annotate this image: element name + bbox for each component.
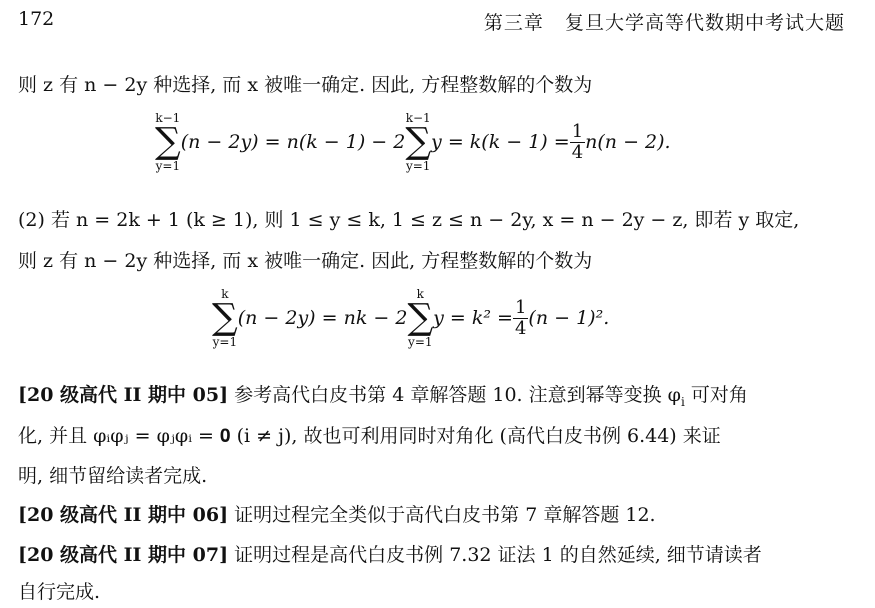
equation-part: (n − 1)². bbox=[528, 307, 610, 329]
text-line-3: 则 z 有 n − 2y 种选择, 而 x 被唯一确定. 因此, 方程整数解的个数为 bbox=[18, 250, 593, 272]
problem-05-line-3: 明, 细节留给读者完成. bbox=[18, 465, 208, 487]
fraction-numerator: 1 bbox=[514, 296, 527, 318]
problem-05-text-end: 可对角 bbox=[684, 384, 748, 406]
summation-symbol: k−1 ∑ y=1 bbox=[155, 111, 181, 173]
text-line-1: 则 z 有 n − 2y 种选择, 而 x 被唯一确定. 因此, 方程整数解的个数为 bbox=[18, 74, 593, 96]
problem-06-tag: [20 级高代 II 期中 06] bbox=[18, 504, 229, 526]
sum-upper-limit: k−1 bbox=[155, 111, 181, 125]
fraction-numerator: 1 bbox=[571, 120, 584, 142]
equation-part: n(n − 2). bbox=[585, 131, 671, 153]
sum-lower-limit: y=1 bbox=[212, 335, 238, 349]
equation-part: y = k² = bbox=[433, 307, 513, 329]
equation-1 bbox=[155, 112, 671, 172]
problem-05-tag: [20 级高代 II 期中 05] bbox=[18, 384, 229, 406]
fraction-denominator: 4 bbox=[514, 317, 527, 339]
equation-2 bbox=[212, 288, 609, 348]
sum-lower-limit: y=1 bbox=[155, 159, 181, 173]
summation-symbol: k ∑ y=1 bbox=[407, 287, 434, 349]
summation-symbol: k−1 ∑ y=1 bbox=[405, 111, 432, 173]
problem-06-line bbox=[18, 500, 656, 527]
problem-07-line-1 bbox=[18, 540, 762, 567]
sum-upper-limit: k bbox=[416, 287, 424, 301]
sum-lower-limit: y=1 bbox=[408, 335, 433, 349]
text-line-2: (2) 若 n = 2k + 1 (k ≥ 1), 则 1 ≤ y ≤ k, 1 ≤ z ≤ n − 2y, x = n − 2y − z, 即若 y 取定, bbox=[18, 209, 800, 231]
fraction-denominator: 4 bbox=[571, 141, 584, 163]
problem-07-tag: [20 级高代 II 期中 07] bbox=[18, 544, 229, 566]
problem-07-line-2: 自行完成. bbox=[18, 581, 101, 603]
sum-upper-limit: k−1 bbox=[405, 111, 431, 125]
problem-05-line-1 bbox=[18, 380, 748, 409]
summation-symbol: k ∑ y=1 bbox=[212, 287, 238, 349]
equation-part: (n − 2y) = nk − 2 bbox=[237, 307, 408, 329]
fraction bbox=[570, 122, 585, 163]
equation-part: (n − 2y) = n(k − 1) − 2 bbox=[180, 131, 406, 153]
chapter-title: 第三章 复旦大学高等代数期中考试大题 bbox=[483, 12, 845, 34]
page-number: 172 bbox=[18, 8, 55, 30]
subscript-i: i bbox=[680, 394, 685, 409]
sum-upper-limit: k bbox=[221, 287, 229, 301]
equation-part: y = k(k − 1) = bbox=[431, 131, 570, 153]
problem-07-text: 证明过程是高代白皮书例 7.32 证法 1 的自然延续, 细节请读者 bbox=[228, 544, 762, 566]
problem-06-text: 证明过程完全类似于高代白皮书第 7 章解答题 12. bbox=[228, 504, 656, 526]
problem-05-text: 参考高代白皮书第 4 章解答题 10. 注意到幂等变换 φ bbox=[228, 384, 681, 406]
sum-lower-limit: y=1 bbox=[405, 159, 431, 173]
problem-05-line-2: 化, 并且 φᵢφⱼ = φⱼφᵢ = 𝟎 (i ≠ j), 故也可利用同时对角化 (高代白皮书例 6.44) 来证 bbox=[18, 425, 721, 447]
fraction bbox=[513, 298, 528, 339]
